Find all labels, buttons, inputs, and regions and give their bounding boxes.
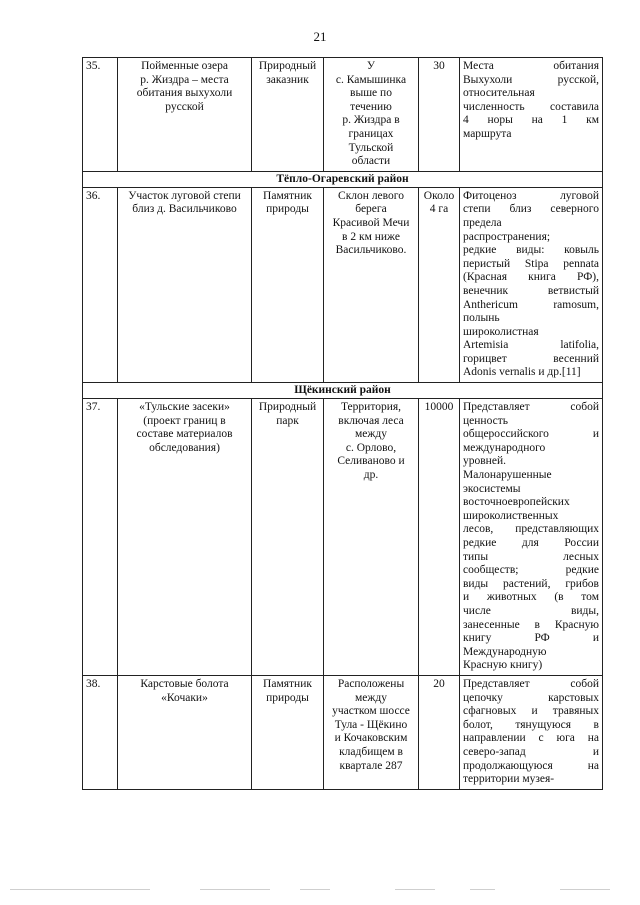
cell-line: с. Камышинка [335, 73, 407, 86]
cell-line: относительная [463, 87, 535, 100]
cell-line: 4 норы на 1 км [463, 114, 599, 127]
cell-line: цепочку карстовых [463, 691, 599, 704]
cell-line: между [355, 428, 387, 441]
cell-line: квартале 287 [339, 759, 403, 772]
region-title: Тёпло-Огаревский район [83, 171, 603, 187]
cell-line: 10000 [424, 401, 454, 414]
cell-line: обитания выхухоли [136, 87, 233, 100]
cell-line: границах [348, 127, 394, 140]
entry-location [324, 58, 419, 172]
entry-location [324, 675, 419, 789]
cell-line: Селиваново и [337, 455, 405, 468]
cell-line: обследования) [149, 441, 220, 454]
cell-line: Тульской [348, 141, 394, 154]
cell-line: Малонарушенные [463, 469, 552, 482]
natural-areas-table [82, 57, 603, 790]
bottom-scan-artifacts [0, 889, 640, 893]
entry-number: 36. [83, 187, 118, 382]
cell-line: Выхухоли русской, [463, 73, 599, 86]
entry-location [324, 399, 419, 676]
cell-line: лесов, представляющих [463, 523, 599, 536]
cell-line: Anthericum ramosum, [463, 298, 599, 311]
cell-line: международного [463, 441, 546, 454]
cell-line: Около [423, 189, 455, 202]
cell-line: составе материалов [136, 428, 233, 441]
cell-line: участком шоссе [332, 705, 410, 718]
table-row [83, 675, 603, 789]
cell-line: степи близ северного [463, 203, 599, 216]
cell-line: венечник ветвистый [463, 284, 599, 297]
entry-name [118, 187, 252, 382]
cell-line: выше по [350, 87, 392, 100]
entry-number: 38. [83, 675, 118, 789]
entry-number: 37. [83, 399, 118, 676]
cell-line: Места обитания [463, 60, 599, 72]
cell-line: широколистная [463, 325, 539, 338]
cell-line: Красивой Мечи [332, 216, 410, 229]
cell-line: Участок луговой степи [128, 189, 241, 202]
entry-category [252, 675, 324, 789]
cell-line: уровней. [463, 455, 506, 468]
cell-line: широколиственных [463, 509, 559, 522]
entry-category [252, 58, 324, 172]
cell-line: полынь [463, 312, 500, 325]
cell-line: русской [165, 100, 204, 113]
cell-line: редкие виды: ковыль [463, 244, 599, 257]
cell-line: Территория, [340, 401, 402, 414]
cell-line: продолжающуюся на [463, 759, 599, 772]
cell-line: Пойменные озера [141, 60, 228, 72]
cell-line: численность составила [463, 100, 599, 113]
cell-line: Adonis vernalis и др.[11] [463, 366, 581, 379]
cell-line: направлении с юга на [463, 732, 599, 745]
cell-line: берега [355, 203, 387, 216]
entry-description [460, 58, 603, 172]
entry-description [460, 187, 603, 382]
cell-line: редкие для России [463, 537, 599, 549]
cell-line: Природный [258, 60, 317, 72]
cell-line: природы [266, 203, 309, 216]
cell-line: общероссийского и [463, 428, 599, 441]
cell-line: северо-запад и [463, 745, 599, 758]
cell-line: в 2 км ниже [342, 230, 400, 243]
cell-line: Красную книгу) [463, 659, 543, 672]
cell-line: (проект границ в [143, 414, 226, 427]
entry-category [252, 399, 324, 676]
cell-line: 20 [433, 677, 445, 690]
entry-name [118, 58, 252, 172]
cell-line: экосистемы [463, 482, 521, 495]
cell-line: Представляет собой [463, 401, 599, 414]
cell-line: Представляет собой [463, 677, 599, 690]
entry-area [419, 675, 460, 789]
cell-line: Карстовые болота [140, 677, 229, 690]
cell-line: включая леса [338, 414, 404, 427]
cell-line: области [351, 155, 391, 168]
region-header-row [83, 171, 603, 187]
cell-line: ценность [463, 414, 508, 427]
cell-line: маршрута [463, 127, 512, 140]
cell-line: др. [363, 469, 379, 482]
region-header-row [83, 383, 603, 399]
cell-line: Природный [258, 401, 317, 414]
cell-line: и Кочаковским [334, 732, 408, 745]
cell-line: Artemisia latifolia, [463, 339, 599, 352]
entry-number: 35. [83, 58, 118, 172]
cell-line: Памятник [263, 677, 312, 690]
cell-line: Склон левого [338, 189, 404, 202]
cell-line: территории музея- [463, 773, 555, 786]
cell-line: сообществ; редкие [463, 564, 599, 577]
cell-line: 4 га [429, 203, 449, 216]
cell-line: парк [276, 414, 299, 427]
cell-line: (Красная книга РФ), [463, 271, 599, 284]
cell-line: Расположены [337, 677, 405, 690]
cell-line: числе виды, [463, 604, 599, 617]
cell-line: кладбищем в [339, 745, 403, 758]
entry-area [419, 187, 460, 382]
cell-line: р. Жиздра в [342, 114, 400, 127]
cell-line: перистый Stipa pennata [463, 257, 599, 270]
cell-line: «Тульские засеки» [139, 401, 230, 414]
entry-category [252, 187, 324, 382]
entry-description [460, 399, 603, 676]
entry-description [460, 675, 603, 789]
cell-line: Фитоценоз луговой [463, 189, 599, 202]
cell-line: между [355, 691, 387, 704]
table-row [83, 399, 603, 676]
table-row [83, 58, 603, 172]
cell-line: Тула - Щёкино [334, 718, 408, 731]
cell-line: книгу РФ и [463, 632, 599, 645]
cell-line: р. Жиздра – места [140, 73, 229, 86]
cell-line: 30 [433, 60, 445, 72]
cell-line: «Кочаки» [161, 691, 208, 704]
cell-line: горицвет весенний [463, 352, 599, 365]
cell-line: течению [350, 100, 392, 113]
entry-area [419, 399, 460, 676]
cell-line: восточноевропейских [463, 496, 570, 509]
cell-line: У [366, 60, 376, 72]
cell-line: и животных (в том [463, 591, 599, 604]
region-title: Щёкинский район [83, 383, 603, 399]
cell-line: заказник [266, 73, 309, 86]
cell-line: болот, тянущуюся в [463, 718, 599, 731]
cell-line: Международную [463, 645, 547, 658]
entry-area [419, 58, 460, 172]
cell-line: Васильчиково. [335, 244, 407, 257]
cell-line: природы [266, 691, 309, 704]
entry-name [118, 399, 252, 676]
table-row [83, 187, 603, 382]
cell-line: сфагновых и травяных [463, 705, 599, 718]
page-number: 21 [313, 29, 327, 44]
cell-line: виды растений, грибов [463, 577, 599, 590]
cell-line: занесенные в Красную [463, 618, 599, 631]
entry-name [118, 675, 252, 789]
cell-line: близ д. Васильчиково [132, 203, 237, 216]
cell-line: распространения; [463, 230, 551, 243]
cell-line: Памятник [263, 189, 312, 202]
cell-line: с. Орлово, [345, 441, 397, 454]
cell-line: предела [463, 216, 502, 229]
entry-location [324, 187, 419, 382]
cell-line: типы лесных [463, 550, 599, 563]
